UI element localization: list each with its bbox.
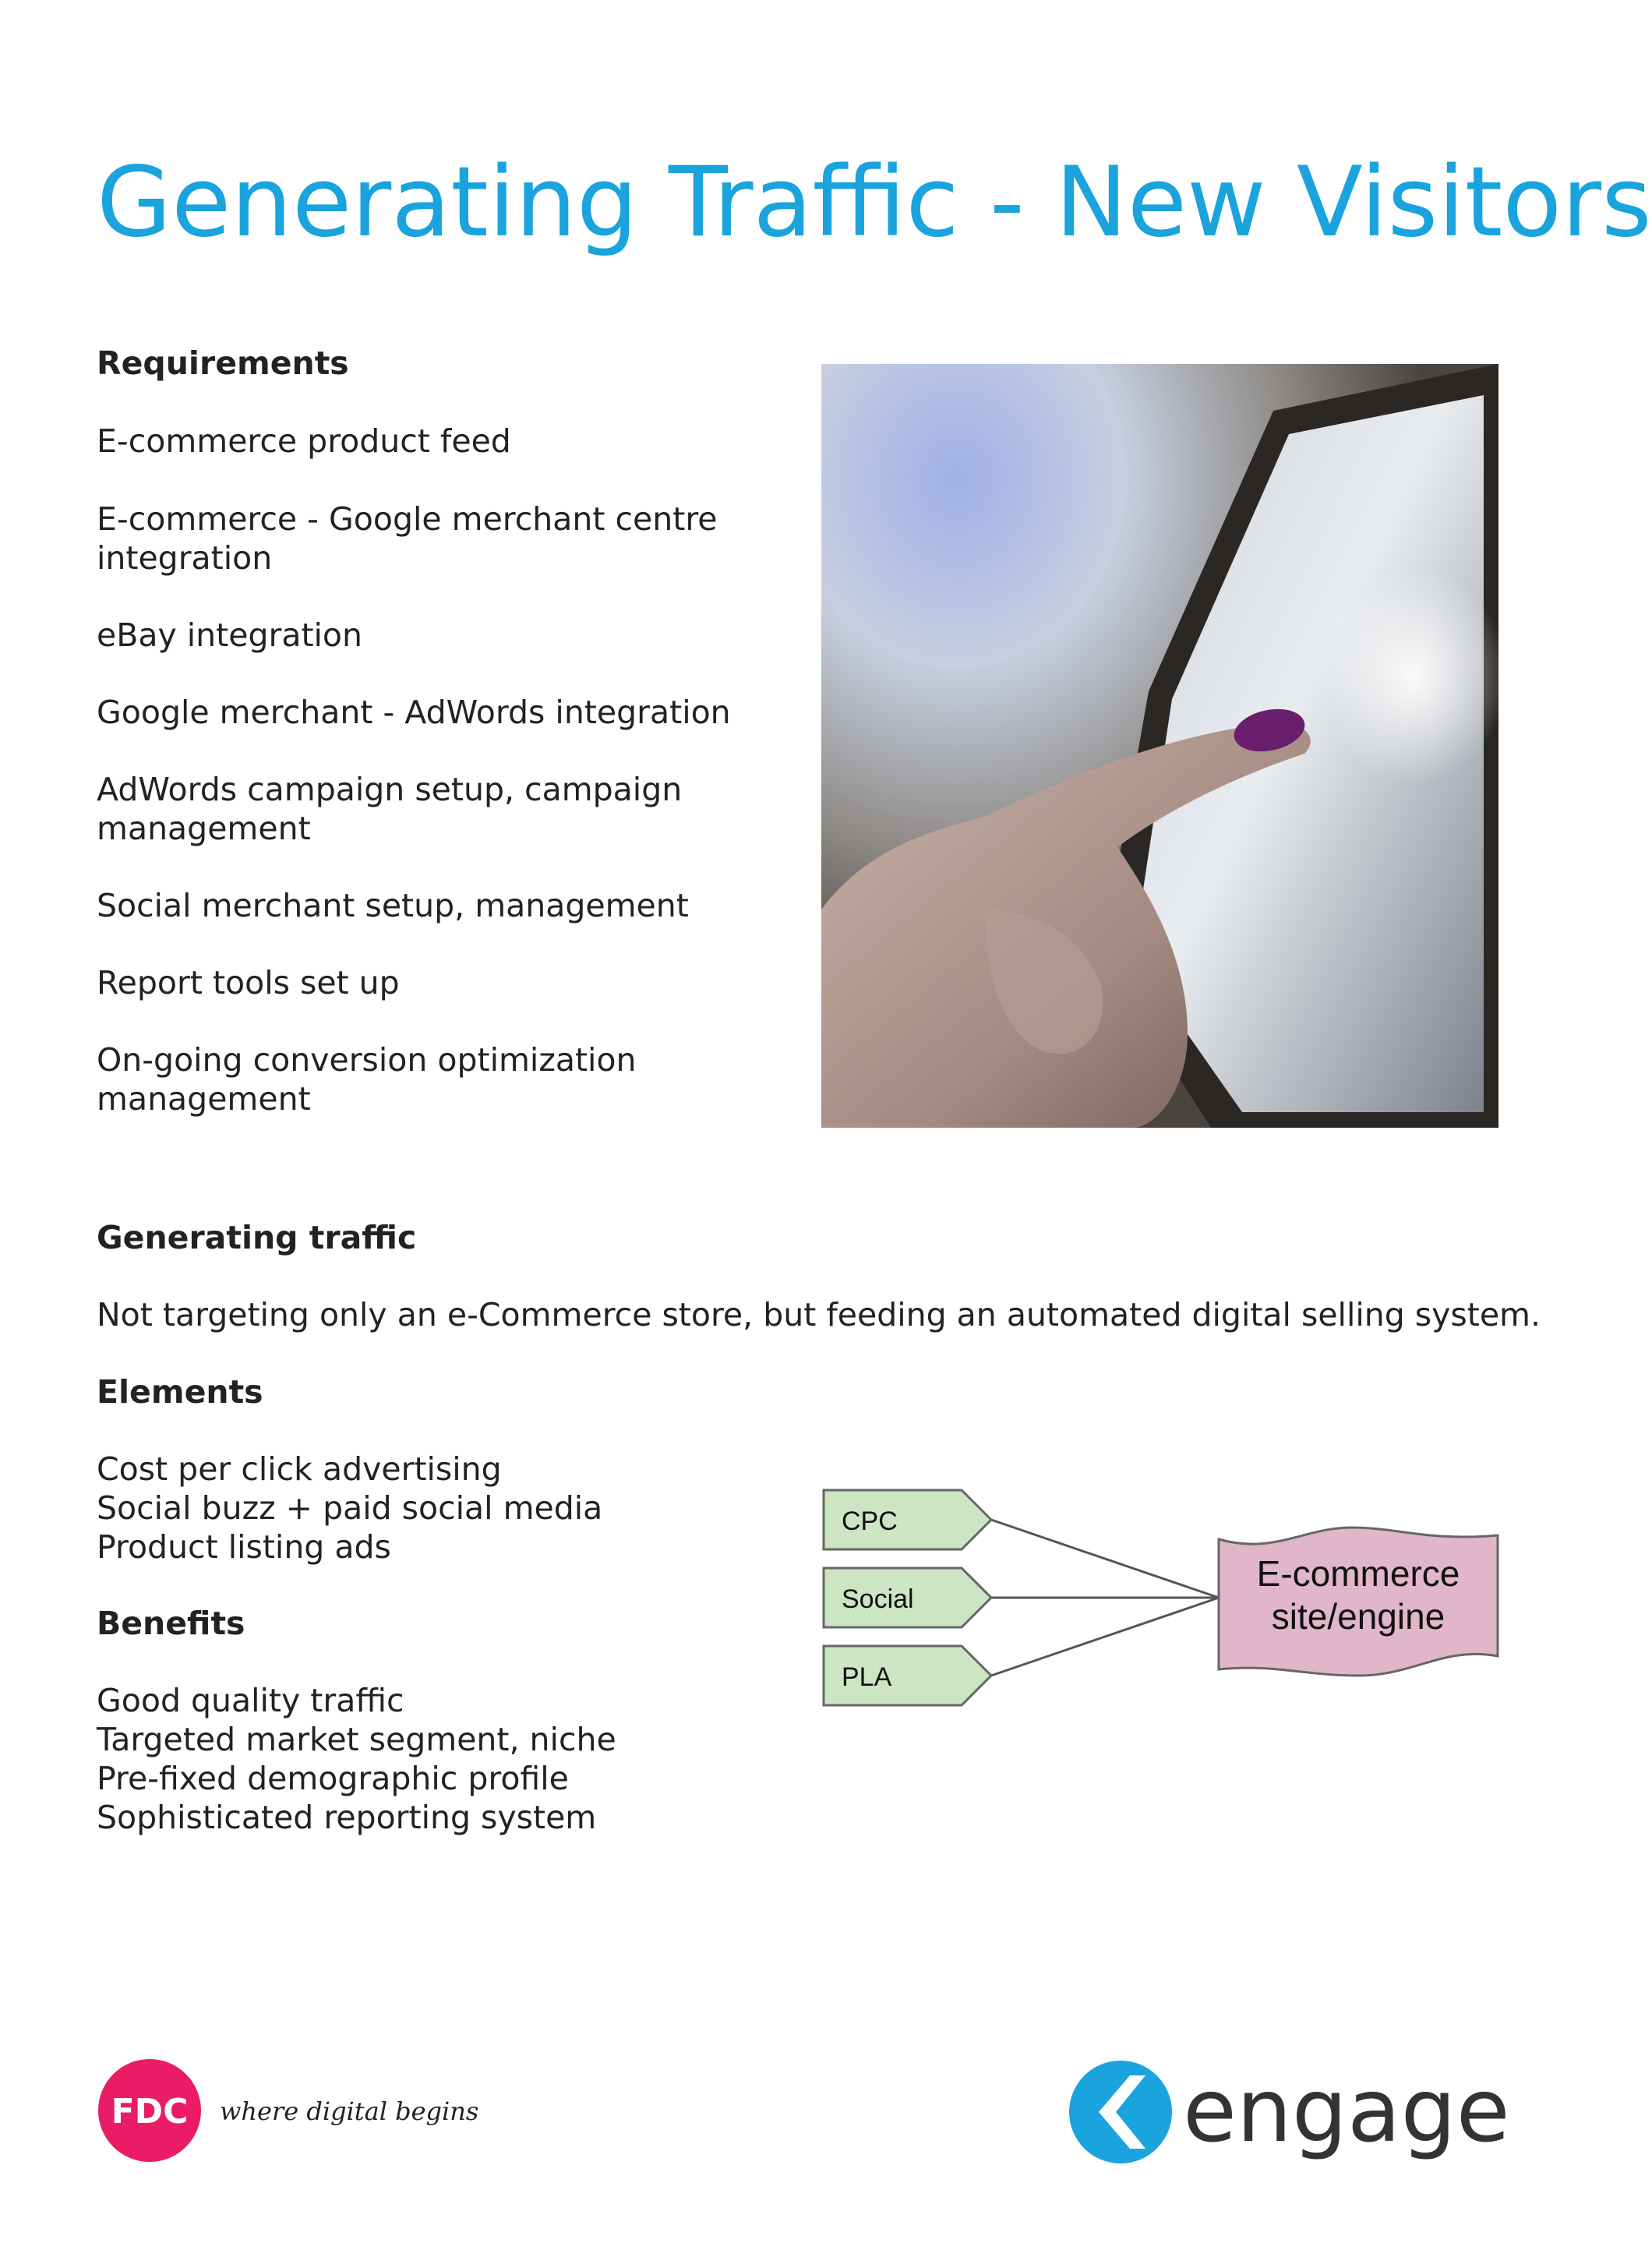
generating-text: Not targeting only an e-Commerce store, but feeding an automated digital selling system. [97, 1296, 1541, 1333]
tablet-touch-photo [821, 364, 1498, 1128]
requirement-item: E-commerce - Google merchant centre [97, 500, 718, 538]
benefit-item: Targeted market segment, niche [97, 1721, 616, 1758]
requirement-item: Google merchant - AdWords integration [97, 694, 731, 731]
requirement-item-cont: management [97, 810, 311, 847]
benefits-heading: Benefits [97, 1605, 245, 1642]
source-cpc-label: CPC [842, 1506, 898, 1536]
element-item: Product listing ads [97, 1528, 391, 1566]
fdc-tagline: where digital begins [220, 2096, 479, 2126]
generating-heading: Generating traffic [97, 1219, 417, 1256]
requirement-item: AdWords campaign setup, campaign [97, 771, 683, 808]
target-label-line2: site/engine [1271, 1596, 1446, 1637]
target-label-line1: E-commerce [1256, 1553, 1460, 1594]
benefit-item: Pre-fixed demographic profile [97, 1760, 569, 1797]
requirement-item-cont: integration [97, 539, 273, 577]
source-pla [824, 1646, 991, 1705]
fdc-logo [97, 2057, 479, 2167]
fdc-mark: FDC [111, 2092, 189, 2132]
benefit-item: Good quality traffic [97, 1682, 404, 1719]
source-social-label: Social [842, 1584, 914, 1614]
engage-wordmark: engage [1183, 2061, 1510, 2162]
element-item: Cost per click advertising [97, 1450, 502, 1488]
element-item: Social buzz + paid social media [97, 1489, 603, 1527]
requirement-item: eBay integration [97, 616, 362, 654]
page-title: Generating Traffic - New Visitors [97, 147, 1652, 259]
elements-heading: Elements [97, 1373, 263, 1411]
engage-logo [1068, 2054, 1510, 2170]
source-pla-label: PLA [842, 1662, 892, 1692]
ecommerce-engine-node [1219, 1528, 1498, 1676]
traffic-flow-diagram [821, 1481, 1507, 1730]
benefit-item: Sophisticated reporting system [97, 1799, 597, 1836]
requirement-item: Social merchant setup, management [97, 887, 689, 924]
diagram-connectors [991, 1520, 1219, 1676]
requirement-item: Report tools set up [97, 964, 400, 1001]
requirement-item: E-commerce product feed [97, 422, 511, 460]
requirements-heading: Requirements [97, 344, 349, 382]
source-social [824, 1568, 991, 1627]
requirement-item: On-going conversion optimization [97, 1041, 637, 1079]
requirement-item-cont: management [97, 1080, 311, 1118]
source-cpc [824, 1490, 991, 1549]
